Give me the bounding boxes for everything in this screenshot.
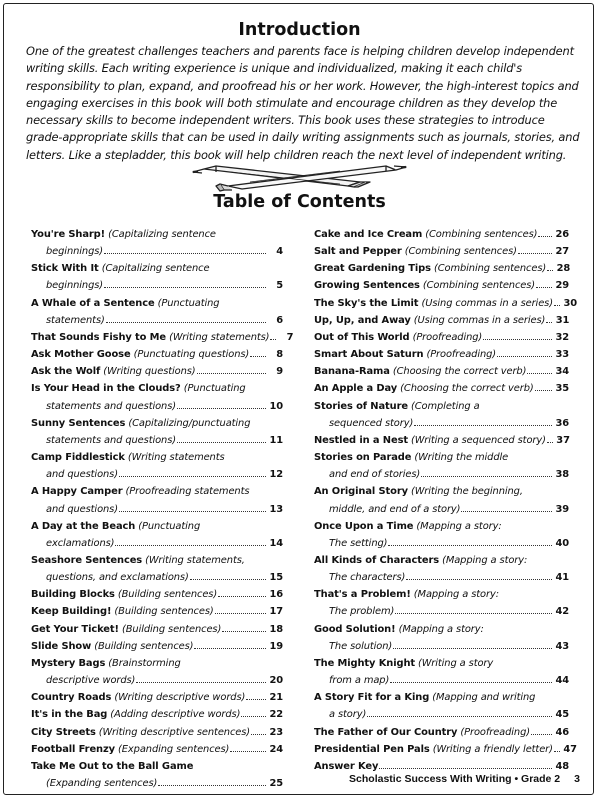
toc-entry-title: Stories on Parade xyxy=(314,452,412,464)
toc-entry-description: (Punctuating xyxy=(183,383,246,395)
toc-entry-title: Sunny Sentences xyxy=(31,417,126,429)
toc-entry xyxy=(31,655,283,689)
dot-leader xyxy=(136,674,266,683)
toc-entry-page: 39 xyxy=(555,503,569,515)
page-number: 3 xyxy=(574,773,580,785)
toc-entry-description-cont: descriptive words) xyxy=(46,675,136,687)
dot-leader xyxy=(190,571,266,580)
toc-entry-title: The Sky's the Limit xyxy=(314,297,419,309)
toc-left-column xyxy=(31,226,294,792)
toc-entry-page: 38 xyxy=(555,469,569,481)
toc-entry xyxy=(314,518,569,552)
toc-entry-title: Get Your Ticket! xyxy=(31,623,119,635)
toc-entry-description: (Building sentences) xyxy=(114,606,214,618)
toc-entry-description-cont: beginnings) xyxy=(46,280,104,292)
toc-entry-description: (Combining sentences) xyxy=(425,229,538,240)
toc-entry-description: (Writing the beginning, xyxy=(411,486,523,498)
toc-entry-description: (Brainstorming xyxy=(108,657,181,669)
dot-leader xyxy=(246,691,266,700)
toc-entry-page: 37 xyxy=(556,434,570,446)
dot-leader xyxy=(390,674,552,683)
toc-entry-description-cont: middle, and end of a story) xyxy=(329,503,461,515)
toc-entry-description-cont: from a map) xyxy=(329,675,390,687)
toc-entry-page: 43 xyxy=(555,640,569,652)
toc-entry-page: 22 xyxy=(269,709,283,721)
toc-entry-page: 48 xyxy=(555,760,569,772)
dot-leader xyxy=(270,331,276,340)
toc-entry-description-cont: beginnings) xyxy=(46,246,104,258)
toc-entry-title: Stories of Nature xyxy=(314,400,408,412)
dot-leader xyxy=(554,297,560,306)
toc-entry xyxy=(314,483,569,517)
toc-entry-title: Ask the Wolf xyxy=(31,366,101,378)
toc-entry-title: An Original Story xyxy=(314,486,408,498)
toc-entry xyxy=(314,655,569,689)
toc-entry-description: (Proofreading statements xyxy=(125,486,250,498)
toc-entry-description: (Proofreading) xyxy=(460,726,531,738)
dot-leader xyxy=(367,708,552,717)
toc-entry-title: Growing Sentences xyxy=(314,280,420,292)
toc-entry-title: The Mighty Knight xyxy=(314,657,415,669)
toc-entry xyxy=(31,260,283,294)
toc-entry-description: (Adding descriptive words) xyxy=(110,709,241,721)
toc-entry-title: A Day at the Beach xyxy=(31,520,136,532)
toc-entry-title: You're Sharp! xyxy=(31,229,106,240)
dot-leader xyxy=(379,760,552,769)
toc-entry xyxy=(314,689,569,723)
toc-entry-page: 40 xyxy=(555,537,569,549)
toc-entry-page: 32 xyxy=(555,331,569,343)
toc-entry-title: All Kinds of Characters xyxy=(314,554,440,566)
toc-entry-page: 36 xyxy=(555,417,569,429)
toc-entry-description: (Capitalizing/punctuating xyxy=(128,417,251,429)
toc-entry-description: (Expanding sentences) xyxy=(118,743,230,755)
toc-entry xyxy=(314,277,569,294)
toc-entry-page: 46 xyxy=(555,726,569,738)
toc-entry-title: Camp Fiddlestick xyxy=(31,452,125,464)
dot-leader xyxy=(538,228,552,237)
toc-entry xyxy=(31,363,283,380)
toc-entry xyxy=(31,603,283,620)
toc-entry-description-cont: The problem) xyxy=(329,606,395,618)
toc-entry-title: City Streets xyxy=(31,726,96,738)
dot-leader xyxy=(388,537,552,546)
toc-entry-title: Take Me Out to the Ball Game xyxy=(31,760,194,772)
toc-entry-description-cont: a story) xyxy=(329,709,367,721)
toc-entry-description: (Choosing the correct verb) xyxy=(392,366,527,378)
toc-entry xyxy=(31,518,283,552)
toc-entry xyxy=(31,295,283,329)
dot-leader xyxy=(158,777,266,786)
toc-entry-page: 23 xyxy=(269,726,283,738)
dot-leader xyxy=(547,434,553,443)
intro-title: Introduction xyxy=(238,20,361,40)
toc-entry-description: (Punctuating xyxy=(157,297,220,309)
toc-entry-description: (Punctuating questions) xyxy=(133,349,250,361)
toc-entry xyxy=(31,415,283,449)
dot-leader xyxy=(215,605,266,614)
dot-leader xyxy=(177,400,266,409)
dot-leader xyxy=(197,365,266,374)
toc-entry xyxy=(314,346,569,363)
toc-entry-description: (Writing descriptive sentences) xyxy=(98,726,251,738)
toc-entry-description: (Combining sentences) xyxy=(404,246,517,258)
toc-entry-description: (Building sentences) xyxy=(121,623,222,635)
toc-entry-page: 13 xyxy=(269,503,283,515)
toc-entry-description: (Writing statements xyxy=(127,452,225,464)
toc-entry-description: (Mapping a story: xyxy=(416,520,502,532)
dot-leader xyxy=(104,245,266,254)
dot-leader xyxy=(518,245,552,254)
toc-entry-title: Is Your Head in the Clouds? xyxy=(31,383,181,395)
toc-entry xyxy=(31,483,283,517)
toc-entry-description-cont: The characters) xyxy=(329,572,406,584)
toc-entry-description: (Using commas in a series) xyxy=(421,297,553,309)
toc-entry xyxy=(31,586,283,603)
toc-entry-page: 5 xyxy=(276,280,283,292)
toc-entry-page: 11 xyxy=(269,434,283,446)
toc-entry-title: Mystery Bags xyxy=(31,657,106,669)
toc-entry-page: 18 xyxy=(269,623,283,635)
toc-entry-title: That Sounds Fishy to Me xyxy=(31,331,167,343)
toc-entry-description: (Capitalizing sentence xyxy=(101,263,210,275)
dot-leader xyxy=(106,314,266,323)
toc-title: Table of Contents xyxy=(213,192,386,212)
toc-entry-title: Salt and Pepper xyxy=(314,246,402,258)
dot-leader xyxy=(104,279,266,288)
toc-entry xyxy=(314,432,569,449)
toc-entry-description: (Mapping a story: xyxy=(413,589,499,601)
dot-leader xyxy=(115,537,266,546)
toc-entry-description: (Writing statements) xyxy=(169,331,270,343)
toc-entry xyxy=(314,260,569,277)
toc-entry-page: 34 xyxy=(555,366,569,378)
toc-entry-description-cont: and questions) xyxy=(46,469,118,481)
toc-entry xyxy=(314,329,569,346)
dot-leader xyxy=(497,348,552,357)
toc-entry-description: (Writing a friendly letter) xyxy=(432,743,553,755)
dot-leader xyxy=(395,605,552,614)
toc-entry-title: It's in the Bag xyxy=(31,709,108,721)
toc-entry xyxy=(31,689,283,706)
toc-entry-description: (Writing a story xyxy=(418,657,494,669)
toc-entry-title: Smart About Saturn xyxy=(314,349,424,361)
dot-leader xyxy=(194,640,266,649)
toc-entry xyxy=(314,621,569,655)
toc-entry-page: 41 xyxy=(555,572,569,584)
toc-entry-title: Ask Mother Goose xyxy=(31,349,131,361)
toc-entry-description-cont: statements and questions) xyxy=(46,400,177,412)
toc-entry-page: 16 xyxy=(269,589,283,601)
toc-entry-description: (Mapping a story: xyxy=(398,623,484,635)
toc-entry-page: 25 xyxy=(269,778,283,789)
toc-entry-page: 33 xyxy=(555,349,569,361)
toc-entry xyxy=(314,295,577,312)
dot-leader xyxy=(546,314,552,323)
toc-entry-title: Keep Building! xyxy=(31,606,112,618)
toc-entry xyxy=(31,638,283,655)
toc-entry xyxy=(31,621,283,638)
toc-entry-description: (Using commas in a series) xyxy=(413,314,546,326)
toc-entry-description: (Building sentences) xyxy=(117,589,218,601)
toc-entry-description-cont: and questions) xyxy=(46,503,118,515)
toc-entry-page: 15 xyxy=(269,572,283,584)
toc-entry-page: 12 xyxy=(269,469,283,481)
toc-entry-page: 24 xyxy=(269,743,283,755)
toc-entry-title: That's a Problem! xyxy=(314,589,411,601)
toc-entry-title: Presidential Pen Pals xyxy=(314,743,430,755)
toc-entry xyxy=(31,724,283,741)
toc-entry-page: 27 xyxy=(555,246,569,258)
toc-entry xyxy=(314,449,569,483)
toc-entry-description: (Writing the middle xyxy=(414,452,509,464)
dot-leader xyxy=(218,588,266,597)
toc-entry-page: 30 xyxy=(563,297,577,309)
toc-entry-description: (Writing a sequenced story) xyxy=(411,434,546,446)
toc-entry-title: Football Frenzy xyxy=(31,743,115,755)
toc-entry-page: 29 xyxy=(555,280,569,292)
toc-entry-description: (Capitalizing sentence xyxy=(108,229,216,240)
toc-entry-page: 45 xyxy=(555,709,569,721)
toc-entry-description-cont: statements and questions) xyxy=(46,434,177,446)
toc-entry-title: Country Roads xyxy=(31,692,112,704)
toc-entry xyxy=(314,724,569,741)
toc-entry-description-cont: sequenced story) xyxy=(329,417,414,429)
toc-entry-page: 31 xyxy=(555,314,570,326)
toc-entry-page: 47 xyxy=(563,743,577,755)
footer xyxy=(349,773,580,785)
dot-leader xyxy=(547,262,553,271)
toc-entry-page: 42 xyxy=(555,606,569,618)
dot-leader xyxy=(250,348,266,357)
toc-entry-page: 8 xyxy=(276,349,283,361)
toc-entry xyxy=(31,226,283,260)
toc-entry-description: (Proofreading) xyxy=(412,331,483,343)
toc-entry-page: 19 xyxy=(269,640,283,652)
dot-leader xyxy=(406,571,552,580)
dot-leader xyxy=(230,743,266,752)
toc-entry xyxy=(314,741,577,758)
toc-entry-page: 10 xyxy=(269,400,283,412)
toc-entry-description-cont: The solution) xyxy=(329,640,393,652)
toc-entry-title: The Father of Our Country xyxy=(314,726,458,738)
toc-entry-description-cont: The setting) xyxy=(329,537,388,549)
dot-leader xyxy=(119,468,266,477)
dot-leader xyxy=(222,623,266,632)
toc-entry-title: Cake and Ice Cream xyxy=(314,229,423,240)
toc-entry-page: 21 xyxy=(269,692,283,704)
dot-leader xyxy=(421,468,552,477)
dot-leader xyxy=(241,708,266,717)
dot-leader xyxy=(251,726,266,735)
dot-leader xyxy=(554,743,560,752)
toc-entry-description-cont: exclamations) xyxy=(46,537,115,549)
dot-leader xyxy=(535,382,552,391)
toc-entry xyxy=(31,706,283,723)
dot-leader xyxy=(531,726,552,735)
toc-entry-description: (Writing descriptive words) xyxy=(114,692,246,704)
crossed-pencils-illustration xyxy=(190,160,410,192)
toc-entry-page: 9 xyxy=(276,366,283,378)
toc-entry xyxy=(314,312,569,329)
toc-entry-description: (Mapping a story: xyxy=(442,554,528,566)
toc-entry-page: 17 xyxy=(269,606,283,618)
toc-entry-page: 20 xyxy=(269,675,283,687)
toc-entry xyxy=(314,243,569,260)
toc-entry-page: 7 xyxy=(286,331,294,343)
toc-entry-page: 35 xyxy=(555,383,569,395)
toc-entry-title: A Happy Camper xyxy=(31,486,123,498)
toc-entry-title: Stick With It xyxy=(31,263,99,275)
toc-entry xyxy=(314,398,569,432)
toc-entry xyxy=(314,380,569,397)
toc-entry-title: Nestled in a Nest xyxy=(314,434,408,446)
toc-entry-description: (Completing a xyxy=(411,400,480,412)
toc-entry-description: (Punctuating xyxy=(138,520,201,532)
toc-entry-title: Good Solution! xyxy=(314,623,396,635)
toc-entry-title: Up, Up, and Away xyxy=(314,314,411,326)
dot-leader xyxy=(177,434,266,443)
intro-paragraph: One of the greatest challenges teachers and parents face is helping children develop independent writing skills. Each writing experience is unique and individualized, making it each child's responsibility to plan, expand, and proofread his or her work. However, the high-interest topics and engaging exercises in this book will both stimulate and encourage children as they develop the necessary skills to become independent writers. This book uses these strategies to introduce grade-appropriate skills that can be used in daily writing assignments such as journals, stories, and letters. Like a stepladder, this book will help children reach the next level of independent writing. xyxy=(26,44,580,162)
dot-leader xyxy=(393,640,552,649)
dot-leader xyxy=(527,365,552,374)
toc-entry-description: (Building sentences) xyxy=(94,640,194,652)
toc-entry-title: Slide Show xyxy=(31,640,92,652)
toc-right-column xyxy=(314,226,577,775)
toc-entry xyxy=(31,758,283,792)
toc-entry xyxy=(314,363,569,380)
toc-entry-description: (Combining sentences) xyxy=(433,263,547,275)
toc-entry xyxy=(31,552,283,586)
toc-entry-title: An Apple a Day xyxy=(314,383,398,395)
toc-entry-description-cont: questions, and exclamations) xyxy=(46,572,189,584)
toc-entry xyxy=(31,380,283,414)
toc-entry-title: Banana-Rama xyxy=(314,366,390,378)
dot-leader xyxy=(414,417,552,426)
toc-entry xyxy=(314,552,569,586)
toc-entry-page: 28 xyxy=(556,263,571,275)
toc-entry-description-cont: (Expanding sentences) xyxy=(46,778,158,789)
toc-entry-title: A Whale of a Sentence xyxy=(31,297,155,309)
toc-entry-page: 14 xyxy=(269,537,283,549)
toc-entry-page: 6 xyxy=(276,314,283,326)
toc-entry xyxy=(31,449,283,483)
toc-entry-description-cont: and end of stories) xyxy=(329,469,421,481)
toc-entry-description: (Mapping and writing xyxy=(432,692,536,704)
dot-leader xyxy=(483,331,552,340)
toc-entry-description-cont: statements) xyxy=(46,314,105,326)
toc-entry-title: Once Upon a Time xyxy=(314,520,414,532)
dot-leader xyxy=(119,503,266,512)
toc-entry xyxy=(314,226,569,243)
toc-entry-page: 44 xyxy=(555,675,569,687)
toc-entry-description: (Proofreading) xyxy=(426,349,497,361)
toc-entry-page: 4 xyxy=(276,246,283,258)
toc-entry-description: (Choosing the correct verb) xyxy=(400,383,534,395)
toc-entry xyxy=(31,741,283,758)
toc-entry-title: Seashore Sentences xyxy=(31,554,143,566)
toc-entry-description: (Combining sentences) xyxy=(422,280,536,292)
toc-entry-description: (Writing questions) xyxy=(103,366,196,378)
toc-entry xyxy=(314,586,569,620)
dot-leader xyxy=(536,279,552,288)
toc-entry-title: A Story Fit for a King xyxy=(314,692,430,704)
toc-entry-title: Great Gardening Tips xyxy=(314,263,431,275)
toc-entry xyxy=(31,346,283,363)
toc-entry xyxy=(31,329,294,346)
footer-text: Scholastic Success With Writing • Grade 2 xyxy=(349,773,561,785)
toc-entry-title: Building Blocks xyxy=(31,589,115,601)
toc-entry-title: Out of This World xyxy=(314,331,410,343)
toc-entry-description: (Writing statements, xyxy=(145,554,245,566)
dot-leader xyxy=(461,503,552,512)
toc-entry-title: Answer Key xyxy=(314,760,379,772)
toc-entry-page: 26 xyxy=(555,229,569,240)
